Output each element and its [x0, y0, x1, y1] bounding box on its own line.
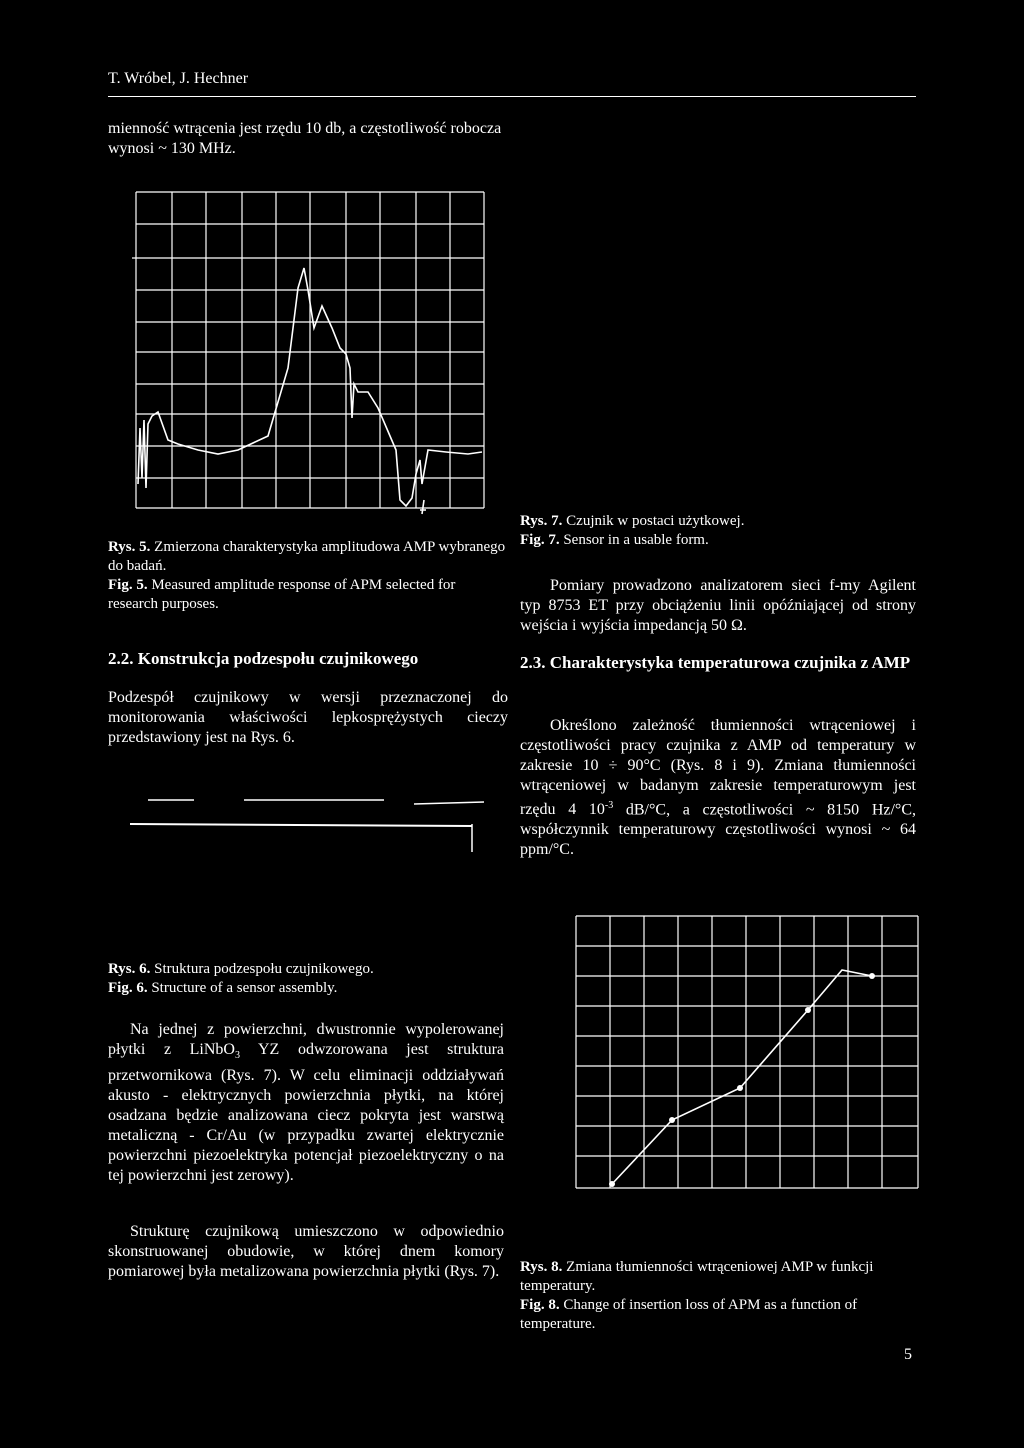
figure-5-plot [128, 188, 488, 528]
figure-8-point [609, 1181, 615, 1187]
figure-7-label-en: Fig. 7. [520, 532, 560, 548]
figure-8-label-pl: Rys. 8. [520, 1259, 563, 1275]
temperature-text-2: dB/°C, a częstotliwości ~ 8150 Hz/°C, współczynnik temperaturowy częstotliwości wynosi ~ 64 ppm/°C. [520, 801, 916, 859]
figure-5-text-en: Measured amplitude response of APM selected for research purposes. [108, 577, 456, 612]
page-number: 5 [904, 1346, 912, 1363]
figure-8-caption [520, 1258, 920, 1334]
running-header: T. Wróbel, J. Hechner [108, 70, 249, 87]
figure-5-caption-en [108, 576, 508, 614]
figure-7-caption-en [520, 531, 920, 550]
figure-8-point [869, 973, 875, 979]
figure-8-label-en: Fig. 8. [520, 1297, 560, 1313]
temperature-paragraph [520, 716, 916, 860]
figure-5-grid [132, 192, 484, 508]
figure-5-marker [420, 500, 426, 514]
figure-8-grid [576, 916, 918, 1188]
figure-8-text-en: Change of insertion loss of APM as a function of temperature. [520, 1297, 858, 1332]
linbo3-text-2: YZ odwzorowana jest struktura przetwornikowa (Rys. 7). W celu eliminacji oddziaływań akusto - elektrycznych powierzchnia płytki, na której osadzana będzie analizowana ciecz pokryta jest warstwą metaliczną - Cr/Au (w przypadku zwartej elektrycznie powierzchni piezoelektryka potencjał piezoelektryczny o na tej powierzchni jest zerowy). [108, 1041, 504, 1185]
figure-6-text-en: Structure of a sensor assembly. [151, 980, 338, 996]
section-2-3-heading: 2.3. Charakterystyka temperaturowa czujnika z AMP [520, 653, 911, 672]
figure-7-text-en: Sensor in a usable form. [563, 532, 709, 548]
temperature-text-1: Określono zależność tłumienności wtrąceniowej i częstotliwości pracy czujnika z AMP od temperatury w zakresie 10 ÷ 90°C (Rys. 8 i 9). Zmiana tłumienności wtrąceniowej w badanym zakresie temperaturowym jest rzędu 4 10 [520, 717, 916, 819]
figure-5-caption [108, 538, 508, 614]
figure-6-caption [108, 960, 508, 998]
figure-8-plot [572, 912, 922, 1212]
figure-6-caption-en [108, 979, 508, 998]
figure-8-caption-en [520, 1296, 920, 1334]
figure-7-label-pl: Rys. 7. [520, 513, 563, 529]
figure-6-label-en: Fig. 6. [108, 980, 148, 996]
temperature-superscript: -3 [604, 800, 614, 811]
housing-paragraph: Strukturę czujnikową umieszczono w odpowiednio skonstruowanej obudowie, w której dnem komory pomiarowej była metalizowana powierzchnia płytki (Rys. 7). [108, 1223, 504, 1280]
figure-8-text-pl: Zmiana tłumienności wtrąceniowej AMP w funkcji temperatury. [520, 1259, 874, 1294]
figure-8-point [669, 1117, 675, 1123]
figure-7-caption [520, 512, 920, 550]
section-2-2-heading: 2.2. Konstrukcja podzespołu czujnikowego [108, 649, 419, 668]
header-rule [108, 96, 916, 97]
section-2-2-paragraph: Podzespół czujnikowy w wersji przeznaczonej do monitorowania właściwości lepkosprężystych cieczy przedstawiony jest na Rys. 6. [108, 689, 508, 746]
figure-6-drawing [128, 790, 488, 860]
intro-paragraph: mienność wtrącenia jest rzędu 10 db, a częstotliwość robocza wynosi ~ 130 MHz. [108, 120, 502, 157]
figure-8-point [737, 1085, 743, 1091]
figure-5-caption-pl [108, 538, 508, 576]
linbo3-text-1: Na jednej z powierzchni, dwustronnie wypolerowanej płytki z LiNbO [108, 1021, 504, 1058]
figure-6-label-pl: Rys. 6. [108, 961, 151, 977]
figure-8-caption-pl [520, 1258, 920, 1296]
figure-6-caption-pl [108, 960, 508, 979]
figure-5-label-en: Fig. 5. [108, 577, 148, 593]
figure-7-caption-pl [520, 512, 920, 531]
figure-8-trace [612, 970, 872, 1184]
linbo3-subscript: 3 [234, 1050, 240, 1062]
figure-6-text-pl: Struktura podzespołu czujnikowego. [154, 961, 374, 977]
measurement-paragraph: Pomiary prowadzono analizatorem sieci f-my Agilent typ 8753 ET przy obciążeniu linii opóźniającej od strony wejścia i wyjścia impedancją 50 Ω. [520, 577, 916, 634]
figure-8-point [805, 1007, 811, 1013]
figure-5-label-pl: Rys. 5. [108, 539, 151, 555]
linbo3-paragraph [108, 1020, 504, 1186]
figure-7-text-pl: Czujnik w postaci użytkowej. [566, 513, 745, 529]
figure-5-text-pl: Zmierzona charakterystyka amplitudowa AMP wybranego do badań. [108, 539, 506, 574]
